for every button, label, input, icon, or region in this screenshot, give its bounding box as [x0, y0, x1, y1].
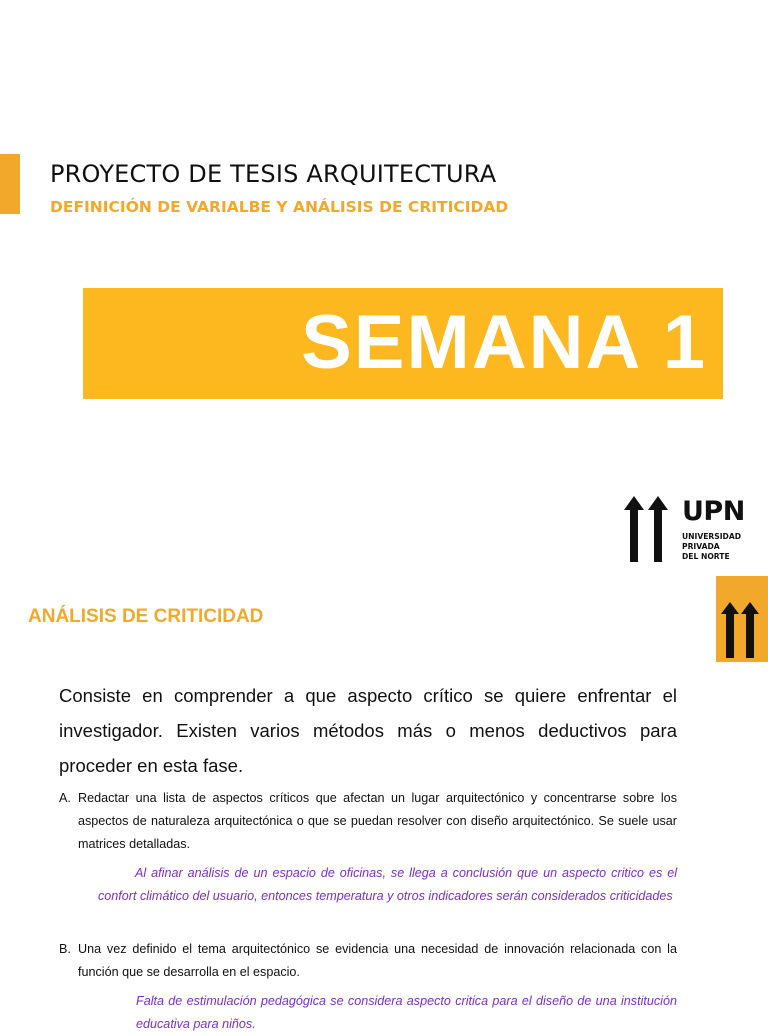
upn-arrows-icon	[624, 496, 678, 562]
list-marker: A.	[59, 791, 71, 805]
example-note-b: Falta de estimulación pedagógica se considera aspecto critica para el diseño de una institución educativa para niños.	[136, 994, 677, 1031]
example-note-a: Al afinar análisis de un espacio de oficinas, se llega a conclusión que un aspecto critico es el confort climático del usuario, entonces temperatura y otros indicadores serán considerados criticidades	[98, 866, 677, 903]
logo-line-3: DEL NORTE	[682, 552, 730, 561]
intro-paragraph: Consiste en comprender a que aspecto crítico se quiere enfrentar el investigador. Existen varios métodos más o menos deductivos para proceder en esta fase.	[59, 685, 677, 776]
list-marker: B.	[59, 942, 71, 956]
week-banner-text: SEMANA 1	[301, 300, 707, 385]
upn-logo	[624, 496, 744, 566]
logo-line-2: PRIVADA	[682, 542, 720, 551]
page-subtitle: DEFINICIÓN DE VARIALBE Y ANÁLISIS DE CRITICIDAD	[50, 198, 509, 216]
list-item-a	[59, 787, 677, 856]
page-title: PROYECTO DE TESIS ARQUITECTURA	[50, 160, 497, 188]
accent-tab	[0, 154, 20, 214]
list-item-text: Una vez definido el tema arquitectónico se evidencia una necesidad de innovación relacionada con la función que se desarrolla en el espacio.	[78, 942, 677, 979]
section-heading: ANÁLISIS DE CRITICIDAD	[28, 606, 264, 627]
logo-line-1: UNIVERSIDAD	[682, 532, 742, 541]
side-logo-badge	[716, 576, 768, 662]
upn-arrows-small-icon	[720, 602, 764, 658]
logo-name: UPN	[682, 496, 745, 527]
week-banner	[83, 288, 723, 399]
list-item-text: Redactar una lista de aspectos críticos que afectan un lugar arquitectónico y concentrarse sobre los aspectos de naturaleza arquitectónica o que se puedan resolver con diseño arquitectónico. Se suele usar matrices detalladas.	[78, 791, 677, 851]
list-item-b	[59, 938, 677, 984]
